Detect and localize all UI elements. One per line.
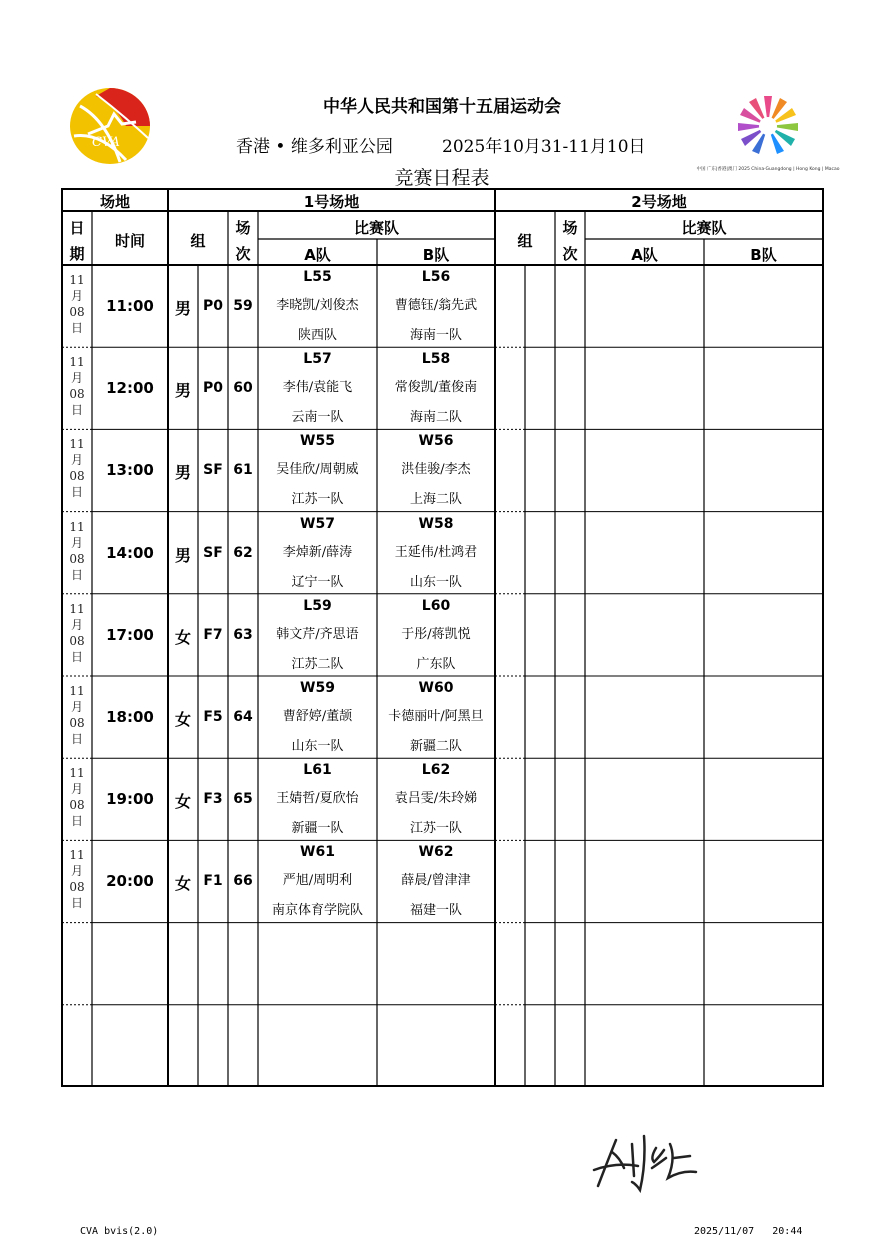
- team-b-label: W56: [418, 433, 454, 450]
- match-time: 18:00: [106, 708, 154, 726]
- match-time: 12:00: [106, 379, 154, 398]
- team-a-name: 江苏二队: [291, 656, 344, 672]
- logo-text: CVA: [92, 135, 120, 150]
- match-gender: 男: [174, 545, 191, 565]
- date-day: 08: [69, 305, 85, 319]
- team-a-name: 山东一队: [291, 739, 344, 754]
- event-title: 中华人民共和国第十五届运动会: [323, 97, 561, 117]
- match-gender: 男: [174, 299, 191, 318]
- date-day-char: 日: [70, 485, 83, 500]
- date-day: 08: [69, 551, 85, 566]
- team-a-label: L61: [303, 762, 332, 779]
- date-header-1: 日: [69, 219, 85, 237]
- team-a-label: W59: [300, 680, 335, 696]
- team-a-players: 严旭/周明利: [282, 873, 353, 889]
- team-b-label: L58: [421, 351, 451, 368]
- team-b-label: L62: [421, 762, 451, 779]
- date-month-char: 月: [70, 782, 83, 797]
- team-a-name: 云南一队: [291, 410, 344, 426]
- date-month: 11: [69, 273, 85, 287]
- date-month: 11: [69, 848, 85, 863]
- date-month: 11: [69, 684, 85, 698]
- team-a-name: 陕西队: [297, 328, 337, 343]
- venue-name: 香港 • 维多利亚公园: [236, 137, 393, 157]
- group-header-2: 组: [517, 232, 533, 250]
- match-round: F1: [203, 873, 223, 890]
- team-a-players: 李伟/袁能飞: [282, 380, 353, 396]
- team-b-players: 袁吕雯/朱玲娣: [394, 791, 478, 807]
- signature: [586, 1128, 706, 1198]
- teams-header-1: 比赛队: [353, 219, 399, 237]
- date-month-char: 月: [70, 700, 83, 714]
- date-day-char: 日: [70, 896, 83, 911]
- date-day: 08: [69, 387, 85, 402]
- team-a-players: 王婧哲/夏欣怡: [276, 791, 359, 807]
- match-gender: 女: [174, 627, 191, 647]
- match-time: 13:00: [106, 461, 154, 480]
- court1-header: 1号场地: [303, 193, 360, 211]
- date-day-char: 日: [70, 649, 83, 664]
- match-number: 60: [233, 380, 253, 397]
- team-b-players: 于彤/蒋凯悦: [401, 626, 471, 642]
- venue-header: 场地: [99, 193, 130, 211]
- team-b-name: 海南一队: [409, 328, 462, 343]
- match-header-1a: 场: [235, 219, 251, 237]
- match-round: F3: [203, 791, 223, 808]
- team-b-name: 山东一队: [409, 574, 462, 590]
- games-logo-text: 中国 广东|香港|澳门 2025 China·Guangdong | Hong Kong | Macao: [696, 167, 840, 172]
- team-a-name: 江苏一队: [291, 492, 344, 508]
- team-b-name: 上海二队: [409, 492, 462, 508]
- team-a-players: 李晓凯/刘俊杰: [276, 298, 359, 313]
- team-b-name: 广东队: [416, 656, 456, 672]
- date-month-char: 月: [70, 617, 83, 632]
- team-a-label: L59: [303, 597, 332, 614]
- team-a-name: 辽宁一队: [291, 574, 344, 590]
- date-day: 08: [69, 469, 85, 484]
- match-number: 62: [233, 544, 253, 561]
- team-b-players: 曹德钰/翁先武: [394, 298, 478, 313]
- team-a-players: 曹舒婷/董颉: [282, 709, 353, 724]
- date-day-char: 日: [70, 814, 83, 829]
- time-header: 时间: [114, 232, 145, 250]
- team-b-label: W60: [418, 680, 454, 696]
- team-b-players: 卡德丽叶/阿黑旦: [388, 709, 484, 724]
- match-round: P0: [202, 298, 223, 314]
- date-month-char: 月: [70, 453, 83, 468]
- team-a-header-2: A队: [631, 246, 658, 264]
- date-day-char: 日: [70, 403, 83, 418]
- team-a-label: L57: [303, 351, 332, 368]
- match-number: 61: [233, 462, 253, 479]
- match-round: F5: [203, 709, 223, 725]
- date-month: 11: [69, 766, 85, 781]
- team-b-players: 薛晨/曾津津: [401, 873, 471, 889]
- match-number: 59: [233, 298, 253, 314]
- match-number: 64: [233, 709, 253, 725]
- date-month: 11: [69, 355, 85, 370]
- date-header-2: 期: [69, 245, 85, 263]
- team-b-label: W58: [418, 515, 454, 532]
- date-month: 11: [69, 601, 85, 616]
- team-b-name: 海南二队: [409, 410, 462, 426]
- team-b-players: 常俊凯/董俊南: [394, 380, 478, 396]
- date-day-char: 日: [70, 321, 83, 335]
- team-b-label: L60: [421, 597, 451, 614]
- match-number: 65: [233, 791, 253, 808]
- date-month: 11: [69, 519, 85, 534]
- schedule-subtitle: 竞赛日程表: [394, 167, 490, 189]
- team-a-label: W55: [300, 433, 335, 450]
- team-a-label: W61: [300, 844, 335, 861]
- match-time: 20:00: [106, 872, 154, 891]
- team-b-name: 福建一队: [409, 903, 462, 919]
- match-round: SF: [203, 544, 223, 561]
- match-time: 14:00: [106, 543, 154, 562]
- match-time: 17:00: [106, 625, 154, 644]
- match-gender: 男: [174, 381, 191, 401]
- group-header-1: 组: [190, 232, 206, 250]
- team-b-players: 洪佳骏/李杰: [401, 462, 471, 478]
- date-day-char: 日: [70, 567, 83, 582]
- match-number: 66: [233, 873, 253, 890]
- team-b-label: L56: [421, 269, 451, 285]
- date-month-char: 月: [70, 864, 83, 879]
- date-month-char: 月: [70, 289, 83, 303]
- team-a-label: W57: [300, 515, 335, 532]
- match-round: F7: [203, 626, 223, 643]
- team-b-name: 新疆二队: [409, 739, 462, 754]
- date-day: 08: [69, 880, 85, 895]
- team-a-players: 吴佳欣/周朝威: [276, 462, 359, 478]
- match-time: 19:00: [106, 790, 154, 809]
- date-day: 08: [69, 716, 85, 730]
- team-a-label: L55: [303, 269, 332, 285]
- team-b-label: W62: [418, 844, 454, 861]
- date-month-char: 月: [70, 371, 83, 386]
- match-number: 63: [233, 626, 253, 643]
- match-header-2b: 次: [562, 245, 578, 263]
- match-header-2a: 场: [562, 219, 578, 237]
- date-day-char: 日: [70, 732, 83, 746]
- team-a-header-1: A队: [304, 246, 331, 264]
- date-day: 08: [69, 633, 85, 648]
- team-b-players: 王延伟/杜鸿君: [394, 544, 478, 560]
- match-gender: 女: [174, 710, 191, 729]
- match-time: 11:00: [106, 297, 154, 315]
- date-day: 08: [69, 798, 85, 813]
- event-dates: 2025年10月31-11月10日: [442, 137, 646, 157]
- match-gender: 女: [174, 874, 191, 894]
- teams-header-2: 比赛队: [681, 219, 727, 237]
- team-b-name: 江苏一队: [409, 821, 462, 837]
- date-month-char: 月: [70, 535, 83, 550]
- team-a-name: 新疆一队: [291, 821, 344, 837]
- team-a-players: 李焯新/薛涛: [282, 544, 353, 560]
- team-b-header-2: B队: [750, 246, 777, 264]
- team-b-header-1: B队: [422, 246, 450, 264]
- date-month: 11: [69, 437, 85, 452]
- match-round: P0: [202, 380, 223, 397]
- court2-header: 2号场地: [631, 193, 687, 211]
- match-gender: 女: [174, 792, 191, 812]
- team-a-name: 南京体育学院队: [271, 903, 363, 919]
- team-a-players: 韩文芹/齐思语: [276, 626, 359, 642]
- match-gender: 男: [174, 463, 191, 483]
- footer-timestamp: 2025/11/07 20:44: [694, 1226, 803, 1237]
- match-round: SF: [203, 462, 223, 479]
- footer-version: CVA bvis(2.0): [80, 1226, 159, 1237]
- match-header-1b: 次: [235, 245, 251, 263]
